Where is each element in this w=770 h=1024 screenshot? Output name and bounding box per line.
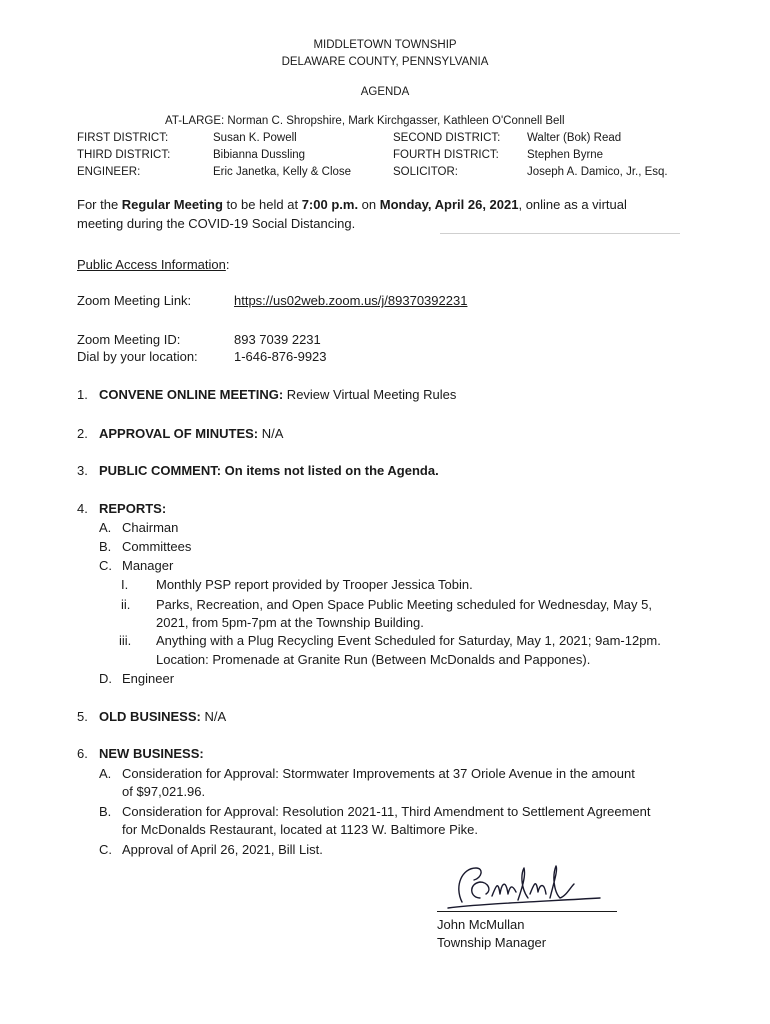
district-member: Walter (Bok) Read	[527, 132, 622, 144]
subitem-text-cont: of $97,021.96.	[122, 784, 206, 799]
agenda-item-6	[77, 746, 204, 761]
subitem-text: Manager	[122, 558, 174, 573]
district-label: FIRST DISTRICT:	[77, 132, 169, 144]
item-number: 3.	[77, 463, 88, 478]
meeting-time: 7:00 p.m.	[301, 197, 359, 212]
public-access-heading-text: Public Access Information	[77, 257, 226, 272]
zoom-link-label: Zoom Meeting Link:	[77, 293, 192, 308]
item-number: 4.	[77, 501, 88, 516]
item-number: 1.	[77, 387, 88, 402]
roman-numeral: I.	[121, 577, 129, 592]
county-name: DELAWARE COUNTY, PENNSYLVANIA	[281, 56, 489, 68]
roman-numeral: ii.	[121, 597, 131, 612]
dial-label: Dial by your location:	[77, 349, 198, 364]
subitem-text: Chairman	[122, 520, 179, 535]
agenda-item-3	[77, 463, 439, 478]
district-member: Susan K. Powell	[213, 132, 297, 144]
agenda-item-5	[77, 709, 227, 724]
subitem-letter: C.	[99, 842, 112, 857]
zoom-id: 893 7039 2231	[234, 332, 321, 347]
item-text: N/A	[258, 426, 284, 441]
manager-report-text-cont: 2021, from 5pm-7pm at the Township Building.	[156, 615, 424, 630]
agenda-item-1	[77, 387, 457, 402]
subitem-letter: A.	[99, 766, 112, 781]
manager-report-text: Monthly PSP report provided by Trooper Jessica Tobin.	[156, 577, 473, 592]
item-text: Review Virtual Meeting Rules	[283, 387, 457, 402]
document-title: AGENDA	[360, 86, 410, 98]
subitem-letter: B.	[99, 804, 112, 819]
subitem-letter: B.	[99, 539, 112, 554]
signer-title: Township Manager	[437, 935, 547, 950]
solicitor-name: Joseph A. Damico, Jr., Esq.	[527, 166, 668, 178]
manager-report-text: Parks, Recreation, and Open Space Public Meeting scheduled for Wednesday, May 5,	[156, 597, 652, 612]
intro-text: For the	[77, 197, 122, 212]
district-member: Bibianna Dussling	[213, 149, 306, 161]
dial-number: 1-646-876-9923	[234, 349, 327, 364]
meeting-type: Regular Meeting	[121, 197, 223, 212]
item-title: APPROVAL OF MINUTES:	[99, 426, 259, 441]
item-title: CONVENE ONLINE MEETING:	[99, 387, 284, 402]
item-content	[99, 426, 283, 441]
zoom-id-label: Zoom Meeting ID:	[77, 332, 181, 347]
subitem-text: Committees	[122, 539, 192, 554]
heading-colon: :	[225, 257, 230, 272]
meeting-intro	[77, 197, 627, 212]
district-label: FOURTH DISTRICT:	[393, 149, 499, 161]
subitem-text-cont: for McDonalds Restaurant, located at 1123 W. Baltimore Pike.	[122, 822, 478, 837]
item-title: OLD BUSINESS:	[99, 709, 201, 724]
divider	[440, 233, 680, 234]
solicitor-label: SOLICITOR:	[393, 166, 458, 178]
meeting-intro-line2: meeting during the COVID-19 Social Distancing.	[77, 216, 356, 231]
signer-name: John McMullan	[437, 917, 525, 932]
subitem-letter: D.	[99, 671, 112, 686]
item-title: NEW BUSINESS:	[99, 746, 204, 761]
agenda-item-2	[77, 426, 284, 441]
item-title: REPORTS:	[99, 501, 167, 516]
subitem-letter: C.	[99, 558, 112, 573]
item-text: N/A	[200, 709, 227, 724]
handwritten-signature	[440, 858, 615, 918]
intro-text: on	[358, 197, 380, 212]
signature-line	[437, 911, 617, 912]
meeting-date: Monday, April 26, 2021	[379, 197, 519, 212]
roman-numeral: iii.	[119, 633, 132, 648]
intro-text: to be held at	[222, 197, 302, 212]
subitem-letter: A.	[99, 520, 112, 535]
engineer-name: Eric Janetka, Kelly & Close	[213, 166, 352, 178]
item-content	[99, 709, 226, 724]
public-access-heading	[77, 257, 229, 272]
subitem-text: Approval of April 26, 2021, Bill List.	[122, 842, 323, 857]
manager-report-text: Anything with a Plug Recycling Event Scheduled for Saturday, May 1, 2021; 9am-12pm.	[156, 633, 661, 648]
item-number: 2.	[77, 426, 88, 441]
district-label: THIRD DISTRICT:	[77, 149, 171, 161]
subitem-text: Consideration for Approval: Resolution 2021-11, Third Amendment to Settlement Agreement	[122, 804, 651, 819]
subitem-text: Engineer	[122, 671, 175, 686]
at-large-members: AT-LARGE: Norman C. Shropshire, Mark Kirchgasser, Kathleen O'Connell Bell	[165, 115, 565, 127]
item-title: PUBLIC COMMENT: On items not listed on the Agenda.	[99, 463, 439, 478]
item-number: 5.	[77, 709, 88, 724]
zoom-link[interactable]: https://us02web.zoom.us/j/89370392231	[234, 293, 468, 308]
subitem-text: Consideration for Approval: Stormwater Improvements at 37 Oriole Avenue in the amount	[122, 766, 635, 781]
engineer-label: ENGINEER:	[77, 166, 141, 178]
item-number: 6.	[77, 746, 88, 761]
org-name: MIDDLETOWN TOWNSHIP	[313, 39, 457, 51]
agenda-item-4	[77, 501, 167, 516]
intro-text: , online as a virtual	[518, 197, 627, 212]
district-member: Stephen Byrne	[527, 149, 604, 161]
manager-report-text-cont: Location: Promenade at Granite Run (Between McDonalds and Pappones).	[156, 652, 591, 667]
district-label: SECOND DISTRICT:	[393, 132, 501, 144]
item-content	[99, 387, 456, 402]
